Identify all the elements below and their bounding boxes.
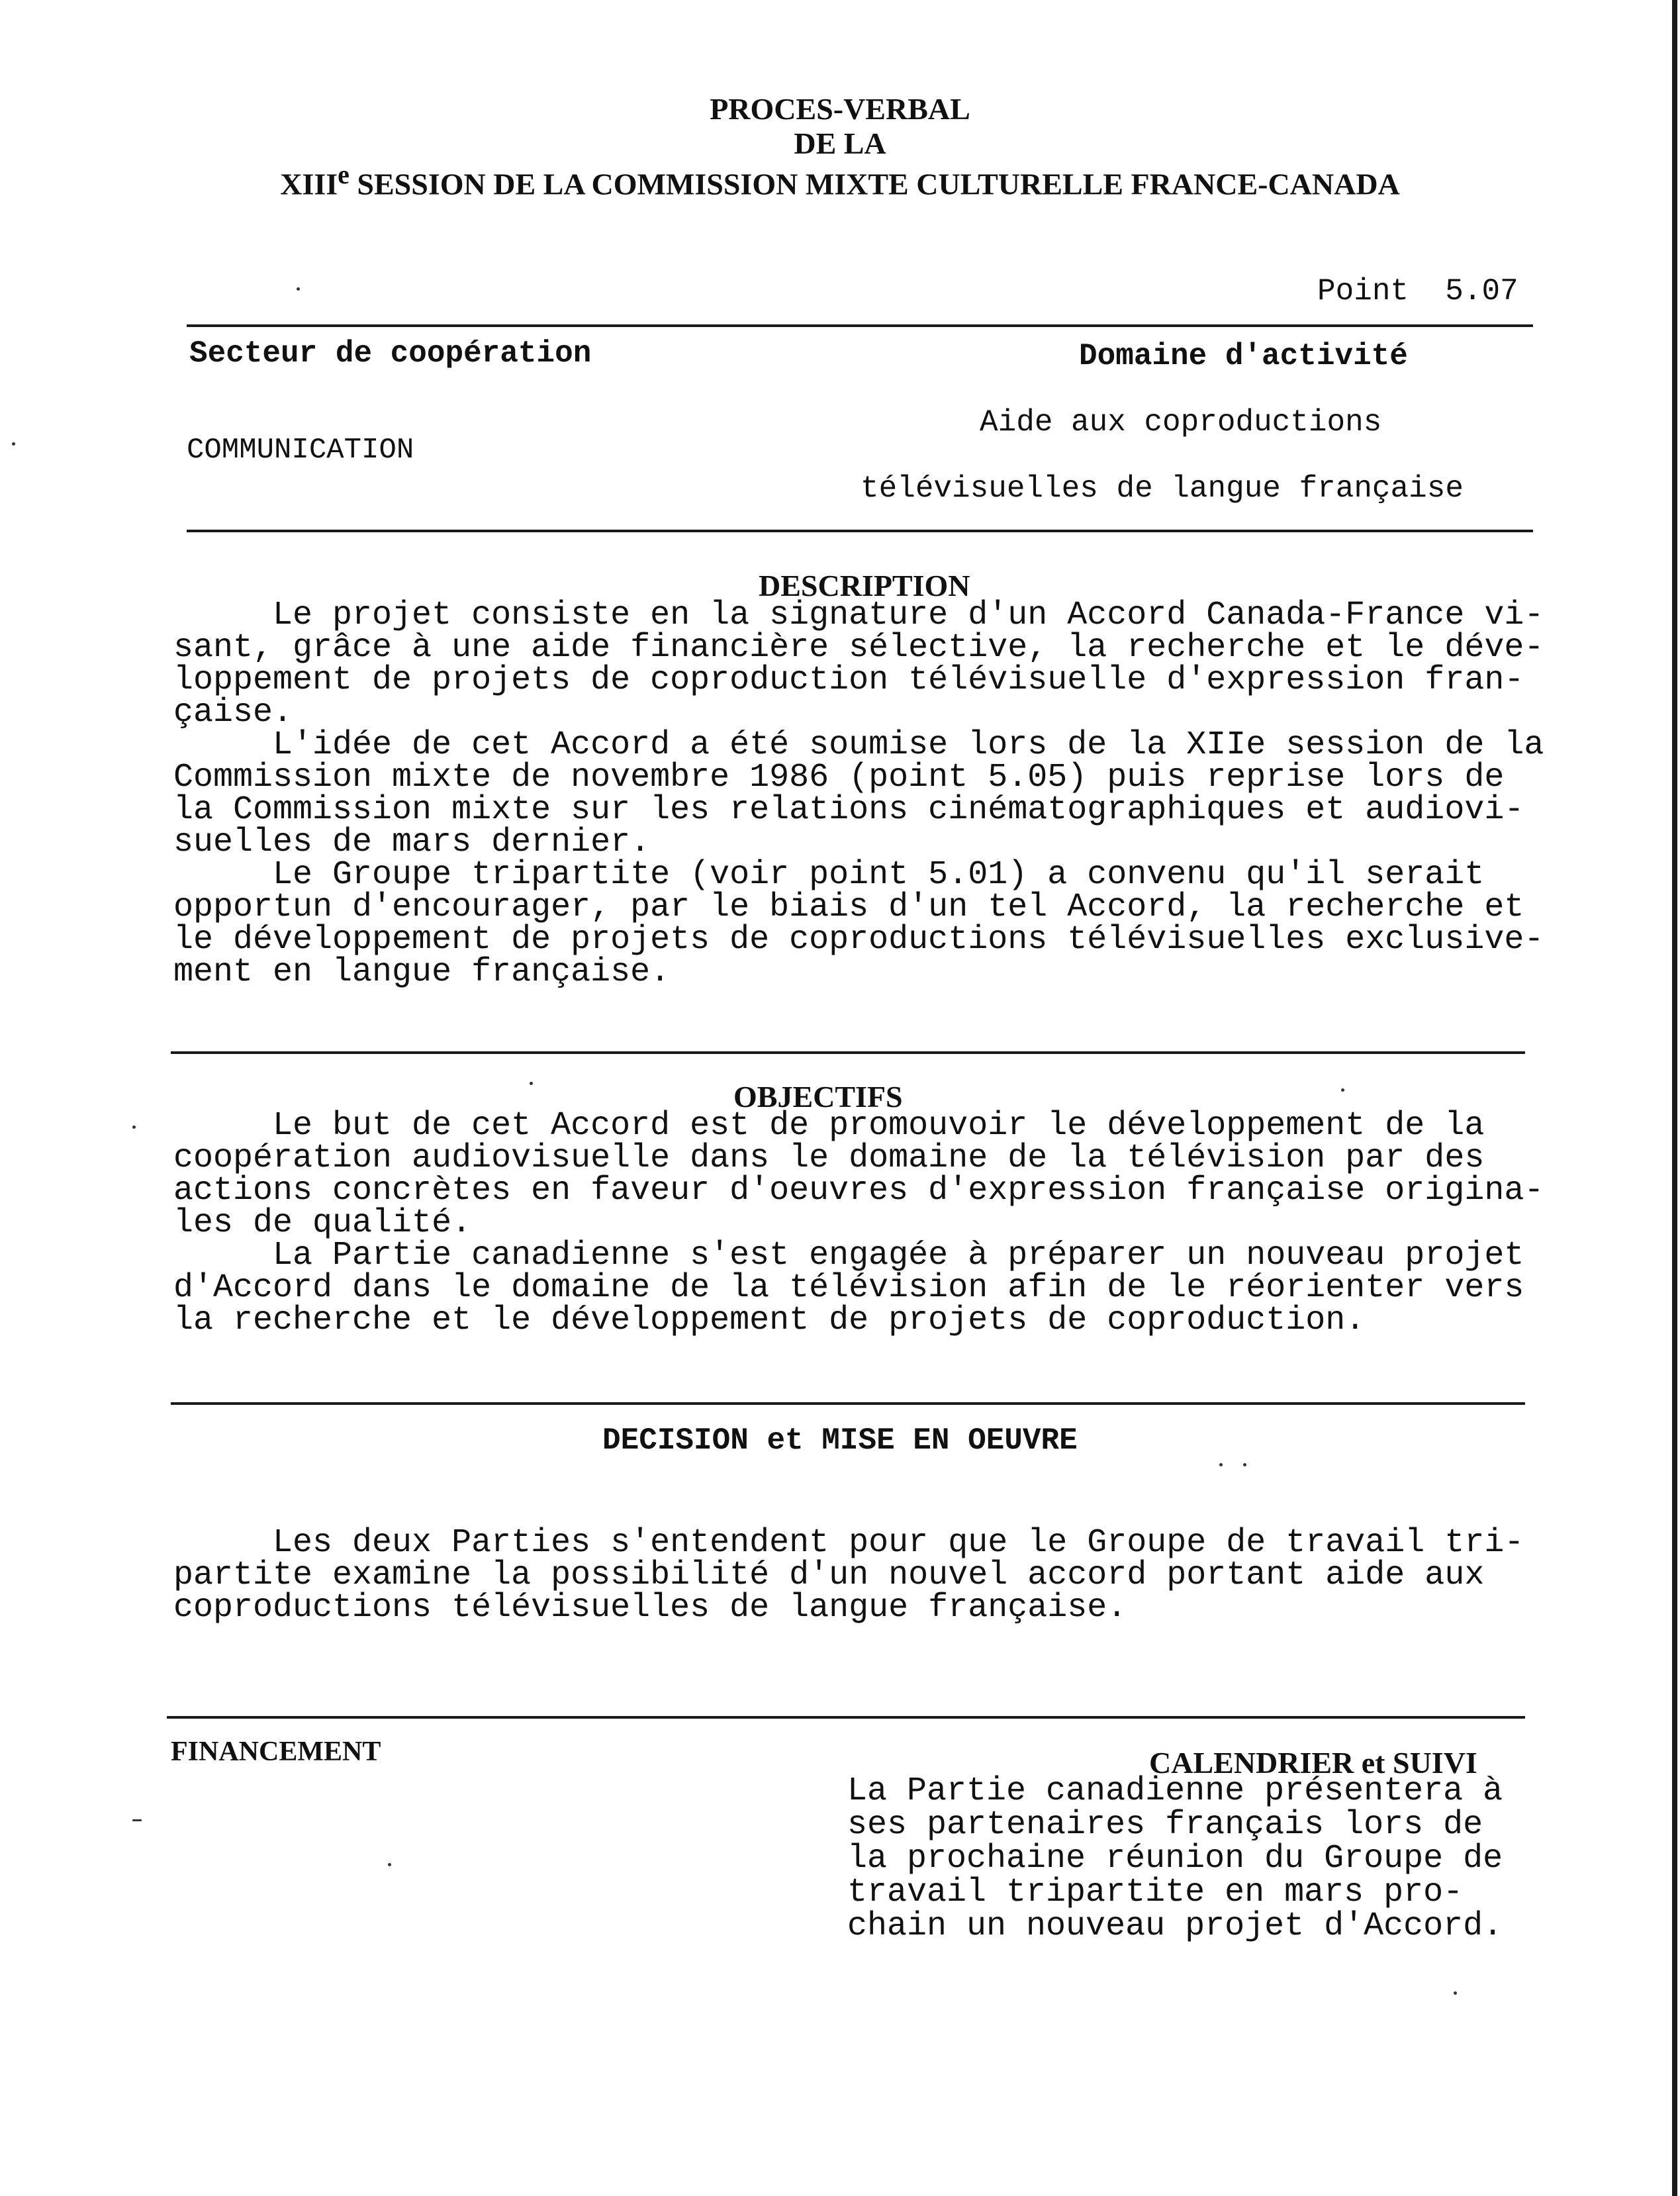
description-line: sant, grâce à une aide financière sélective, la recherche et le déve- <box>173 629 1544 667</box>
scan-speck <box>1454 1991 1457 1995</box>
domain-label: Domaine d'activité <box>1079 339 1408 373</box>
scan-edge-line <box>1672 0 1677 2196</box>
description-line: Le Groupe tripartite (voir point 5.01) a convenu qu'il serait <box>173 856 1485 894</box>
objectifs-line: actions concrètes en faveur d'oeuvres d'expression française origina- <box>173 1172 1544 1210</box>
calendrier-line: La Partie canadienne présentera à <box>847 1772 1503 1810</box>
objectifs-line: La Partie canadienne s'est engagée à préparer un nouveau projet <box>173 1237 1524 1274</box>
financement-title: FINANCEMENT <box>171 1737 381 1767</box>
scan-speck <box>297 287 300 291</box>
point-number: Point 5.07 <box>1317 274 1518 309</box>
objectifs-line: d'Accord dans le domaine de la télévision afin de le réorienter vers <box>173 1269 1524 1307</box>
scan-speck <box>1341 1088 1344 1092</box>
rule-after-domain <box>187 530 1533 532</box>
decision-body <box>173 1524 1524 1627</box>
description-line: Le projet consiste en la signature d'un Accord Canada-France vi- <box>173 597 1544 634</box>
domain-value-line-1: Aide aux coproductions <box>980 405 1382 440</box>
scan-speck <box>530 1082 533 1085</box>
calendrier-line: la prochaine réunion du Groupe de <box>847 1840 1503 1878</box>
description-line: Commission mixte de novembre 1986 (point 5.05) puis reprise lors de <box>173 759 1505 796</box>
description-line: opportun d'encourager, par le biais d'un tel Accord, la recherche et <box>173 888 1524 926</box>
objectifs-line: coopération audiovisuelle dans le domaine de la télévision par des <box>173 1139 1485 1177</box>
calendrier-line: ses partenaires français lors de <box>847 1806 1483 1844</box>
rule-after-decision <box>167 1716 1525 1719</box>
scan-speck <box>388 1863 391 1866</box>
scan-speck <box>12 442 15 446</box>
calendrier-line: chain un nouveau projet d'Accord. <box>847 1907 1503 1945</box>
description-line: suelles de mars dernier. <box>173 824 651 861</box>
objectifs-line: la recherche et le développement de projets de coproduction. <box>173 1302 1366 1339</box>
description-line: çaise. <box>173 694 293 732</box>
session-superscript: e <box>338 160 350 189</box>
calendrier-body <box>847 1774 1503 1943</box>
objectifs-body <box>173 1107 1544 1339</box>
description-line: loppement de projets de coproduction télévisuelle d'expression fran- <box>173 661 1524 699</box>
objectifs-line: les de qualité. <box>173 1204 472 1242</box>
scan-speck <box>1219 1463 1223 1466</box>
scan-speck <box>1243 1463 1246 1466</box>
description-line: le développement de projets de coproductions télévisuelles exclusive- <box>173 921 1544 959</box>
calendrier-title: CALENDRIER et SUIVI <box>1149 1746 1477 1780</box>
objectifs-title: OBJECTIFS <box>733 1080 903 1114</box>
rule-top <box>187 324 1533 327</box>
scan-speck <box>132 1819 142 1821</box>
session-roman: XIII <box>280 167 338 201</box>
decision-title: DECISION et MISE EN OEUVRE <box>602 1423 1078 1458</box>
decision-line: coproductions télévisuelles de langue française. <box>173 1589 1127 1627</box>
description-line: la Commission mixte sur les relations cinématographiques et audiovi- <box>173 791 1524 829</box>
title-line-3 <box>0 159 1680 201</box>
description-line: ment en langue française. <box>173 953 671 991</box>
title-line-2: DE LA <box>794 126 886 160</box>
rule-after-description <box>171 1051 1525 1054</box>
description-line: L'idée de cet Accord a été soumise lors de la XIIe session de la <box>173 726 1544 764</box>
sector-value: COMMUNICATION <box>187 434 414 467</box>
description-title: DESCRIPTION <box>759 569 970 602</box>
decision-line: partite examine la possibilité d'un nouvel accord portant aide aux <box>173 1556 1485 1594</box>
title-line-1: PROCES-VERBAL <box>710 92 970 126</box>
objectifs-line: Le but de cet Accord est de promouvoir le développement de la <box>173 1107 1485 1145</box>
scan-speck <box>132 1125 136 1129</box>
calendrier-line: travail tripartite en mars pro- <box>847 1874 1464 1911</box>
rule-after-objectifs <box>171 1402 1525 1405</box>
sector-label: Secteur de coopération <box>189 336 592 371</box>
domain-value-line-2: télévisuelles de langue française <box>861 471 1464 506</box>
description-body <box>173 597 1544 991</box>
decision-line: Les deux Parties s'entendent pour que le Groupe de travail tri- <box>173 1524 1524 1562</box>
session-title: SESSION DE LA COMMISSION MIXTE CULTURELLE FRANCE-CANADA <box>349 167 1400 201</box>
